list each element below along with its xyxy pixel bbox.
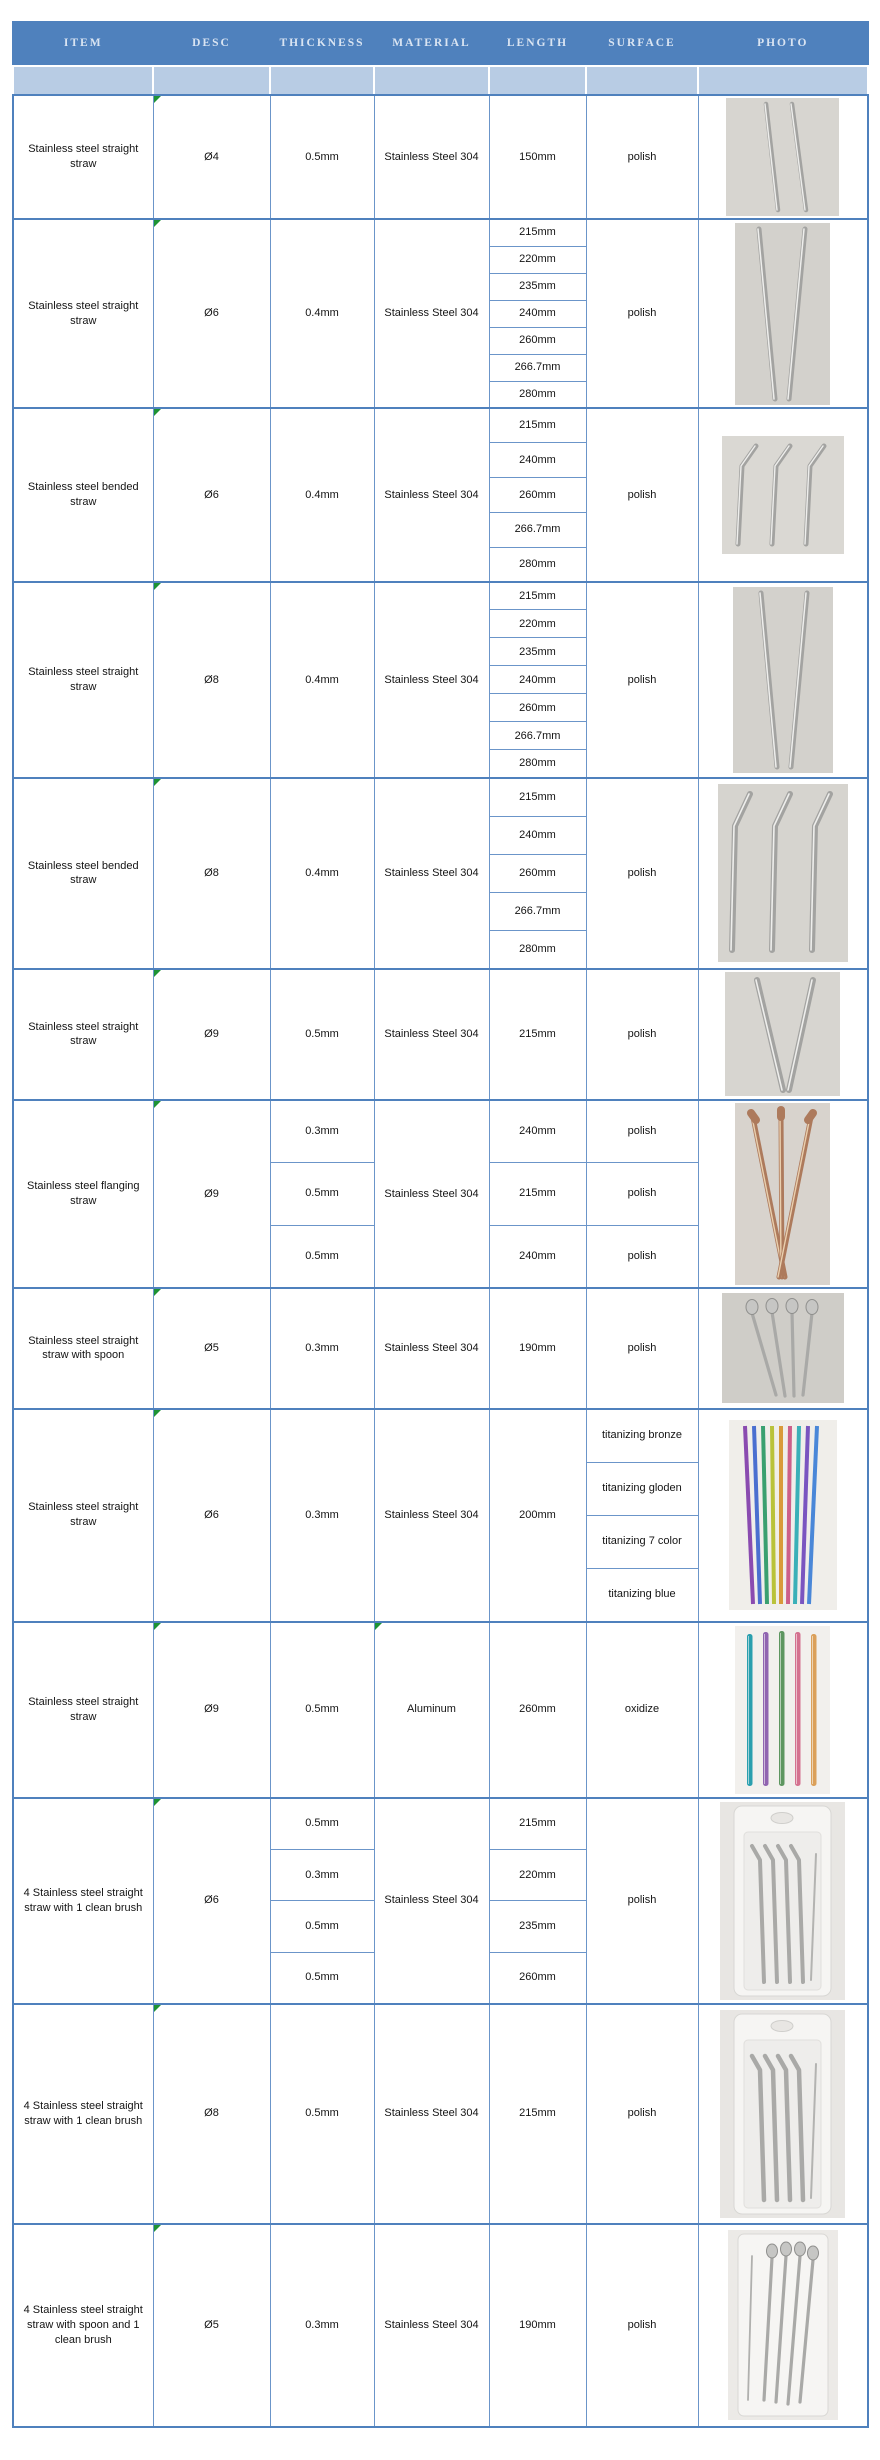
thickness-cell: 0.5mm — [270, 1225, 374, 1288]
table-row — [13, 95, 868, 219]
col-header-item: ITEM — [13, 22, 153, 66]
product-photo — [701, 98, 866, 216]
table-row — [13, 1409, 868, 1462]
photo-cell — [698, 582, 868, 778]
length-cell: 266.7mm — [489, 893, 586, 931]
surface-cell: polish — [586, 1288, 698, 1409]
length-cell: 266.7mm — [489, 512, 586, 547]
product-photo — [701, 436, 866, 554]
green-corner-flag-icon — [154, 96, 161, 103]
desc-cell: Ø9 — [153, 1622, 270, 1798]
green-corner-flag-icon — [154, 583, 161, 590]
spacer-cell — [374, 66, 489, 95]
photo-cell — [698, 969, 868, 1100]
thickness-cell: 0.5mm — [270, 1163, 374, 1226]
green-corner-flag-icon — [154, 1799, 161, 1806]
desc-cell: Ø5 — [153, 2224, 270, 2427]
desc-cell: Ø8 — [153, 778, 270, 969]
photo-cell — [698, 95, 868, 219]
length-cell: 235mm — [489, 638, 586, 666]
surface-cell: titanizing blue — [586, 1568, 698, 1621]
length-cell: 260mm — [489, 694, 586, 722]
surface-cell: polish — [586, 2004, 698, 2224]
material-cell: Stainless Steel 304 — [374, 778, 489, 969]
green-corner-flag-icon — [154, 779, 161, 786]
product-photo — [701, 1420, 866, 1610]
length-cell: 215mm — [489, 219, 586, 246]
blister-pack-photo-icon — [720, 1802, 845, 2000]
material-cell: Stainless Steel 304 — [374, 95, 489, 219]
desc-cell: Ø6 — [153, 408, 270, 582]
length-cell: 190mm — [489, 2224, 586, 2427]
surface-cell: polish — [586, 1225, 698, 1288]
length-cell: 280mm — [489, 547, 586, 582]
length-cell: 220mm — [489, 610, 586, 638]
length-cell: 150mm — [489, 95, 586, 219]
blister-pack-photo-icon — [720, 2010, 845, 2218]
material-cell: Stainless Steel 304 — [374, 1409, 489, 1622]
length-cell: 260mm — [489, 478, 586, 513]
desc-cell: Ø6 — [153, 219, 270, 408]
thickness-cell: 0.5mm — [270, 2004, 374, 2224]
length-cell: 215mm — [489, 408, 586, 443]
photo-cell — [698, 778, 868, 969]
green-corner-flag-icon — [154, 1623, 161, 1630]
product-photo — [701, 1103, 866, 1285]
surface-cell: polish — [586, 408, 698, 582]
surface-cell: polish — [586, 582, 698, 778]
length-cell: 220mm — [489, 1849, 586, 1901]
spoon-straws-photo-icon — [722, 1293, 844, 1403]
table-row — [13, 1100, 868, 1163]
thickness-cell: 0.4mm — [270, 219, 374, 408]
col-header-surface: SURFACE — [586, 22, 698, 66]
material-cell: Stainless Steel 304 — [374, 408, 489, 582]
photo-cell — [698, 219, 868, 408]
length-cell: 190mm — [489, 1288, 586, 1409]
bended-straws-photo-icon — [722, 436, 844, 554]
length-cell: 240mm — [489, 443, 586, 478]
thickness-cell: 0.5mm — [270, 1901, 374, 1953]
length-cell: 215mm — [489, 1163, 586, 1226]
length-cell: 280mm — [489, 931, 586, 969]
length-cell: 240mm — [489, 1225, 586, 1288]
table-row — [13, 1288, 868, 1409]
col-header-photo: PHOTO — [698, 22, 868, 66]
thickness-cell: 0.4mm — [270, 778, 374, 969]
product-photo — [701, 1293, 866, 1403]
spacer-cell — [586, 66, 698, 95]
photo-cell — [698, 1409, 868, 1622]
item-cell: Stainless steel straight straw — [13, 219, 153, 408]
green-corner-flag-icon — [154, 1410, 161, 1417]
item-cell: 4 Stainless steel straight straw with 1 clean brush — [13, 2004, 153, 2224]
product-photo — [701, 1802, 866, 2000]
item-cell: Stainless steel bended straw — [13, 408, 153, 582]
spacer-cell — [270, 66, 374, 95]
length-cell: 215mm — [489, 1798, 586, 1850]
product-photo — [701, 972, 866, 1096]
table-row — [13, 219, 868, 246]
length-cell: 266.7mm — [489, 722, 586, 750]
material-cell: Stainless Steel 304 — [374, 2224, 489, 2427]
rainbow-straws-photo-icon — [729, 1420, 837, 1610]
thickness-cell: 0.3mm — [270, 1100, 374, 1163]
length-cell: 235mm — [489, 1901, 586, 1953]
length-cell: 260mm — [489, 854, 586, 892]
desc-cell: Ø9 — [153, 969, 270, 1100]
photo-cell — [698, 1288, 868, 1409]
desc-cell: Ø5 — [153, 1288, 270, 1409]
product-photo — [701, 2230, 866, 2420]
green-corner-flag-icon — [154, 220, 161, 227]
col-header-desc: DESC — [153, 22, 270, 66]
table-row — [13, 778, 868, 816]
length-cell: 200mm — [489, 1409, 586, 1622]
photo-cell — [698, 1798, 868, 2004]
straight-straws-photo-icon — [735, 223, 830, 405]
thickness-cell: 0.5mm — [270, 1952, 374, 2004]
thickness-cell: 0.3mm — [270, 1288, 374, 1409]
surface-cell: polish — [586, 1798, 698, 2004]
surface-cell: titanizing 7 color — [586, 1515, 698, 1568]
bended-straws-photo-icon — [718, 784, 848, 962]
item-cell: Stainless steel straight straw — [13, 582, 153, 778]
header-row — [13, 22, 868, 66]
spoon-straw-pack-photo-icon — [728, 2230, 838, 2420]
desc-cell: Ø9 — [153, 1100, 270, 1288]
surface-cell: polish — [586, 969, 698, 1100]
product-photo — [701, 587, 866, 773]
desc-cell: Ø8 — [153, 582, 270, 778]
item-cell: Stainless steel flanging straw — [13, 1100, 153, 1288]
length-cell: 280mm — [489, 381, 586, 408]
material-cell: Stainless Steel 304 — [374, 2004, 489, 2224]
photo-cell — [698, 408, 868, 582]
spacer-cell — [698, 66, 868, 95]
length-cell: 260mm — [489, 1952, 586, 2004]
product-spec-sheet — [12, 21, 869, 2428]
material-cell: Stainless Steel 304 — [374, 219, 489, 408]
surface-cell: polish — [586, 1100, 698, 1163]
table-row — [13, 2004, 868, 2224]
product-photo — [701, 784, 866, 962]
thickness-cell: 0.5mm — [270, 1622, 374, 1798]
surface-cell: polish — [586, 1163, 698, 1226]
thickness-cell: 0.3mm — [270, 1409, 374, 1622]
green-corner-flag-icon — [154, 2005, 161, 2012]
material-cell: Stainless Steel 304 — [374, 969, 489, 1100]
length-cell: 215mm — [489, 582, 586, 610]
length-cell: 215mm — [489, 2004, 586, 2224]
length-cell: 215mm — [489, 969, 586, 1100]
thickness-cell: 0.4mm — [270, 408, 374, 582]
spacer-row — [13, 66, 868, 95]
table-row — [13, 582, 868, 610]
length-cell: 260mm — [489, 1622, 586, 1798]
table-row — [13, 969, 868, 1100]
green-corner-flag-icon — [154, 970, 161, 977]
photo-cell — [698, 2004, 868, 2224]
flanging-straws-photo-icon — [735, 1103, 830, 1285]
length-cell: 266.7mm — [489, 354, 586, 381]
photo-cell — [698, 1622, 868, 1798]
length-cell: 260mm — [489, 327, 586, 354]
straight-straws-photo-icon — [726, 98, 839, 216]
length-cell: 240mm — [489, 816, 586, 854]
green-corner-flag-icon — [154, 1101, 161, 1108]
thickness-cell: 0.4mm — [270, 582, 374, 778]
col-header-material: MATERIAL — [374, 22, 489, 66]
spacer-cell — [153, 66, 270, 95]
surface-cell: polish — [586, 2224, 698, 2427]
product-photo — [701, 223, 866, 405]
item-cell: 4 Stainless steel straight straw with 1 clean brush — [13, 1798, 153, 2004]
straight-straws-photo-icon — [733, 587, 833, 773]
col-header-thickness: THICKNESS — [270, 22, 374, 66]
surface-cell: oxidize — [586, 1622, 698, 1798]
item-cell: Stainless steel bended straw — [13, 778, 153, 969]
surface-cell: polish — [586, 219, 698, 408]
material-cell: Aluminum — [374, 1622, 489, 1798]
spacer-cell — [13, 66, 153, 95]
surface-cell: polish — [586, 95, 698, 219]
desc-cell: Ø6 — [153, 1409, 270, 1622]
desc-cell: Ø6 — [153, 1798, 270, 2004]
length-cell: 240mm — [489, 1100, 586, 1163]
straw-spec-table — [12, 21, 869, 2428]
aluminum-straws-photo-icon — [735, 1626, 830, 1794]
material-cell: Stainless Steel 304 — [374, 1798, 489, 2004]
straight-straws-photo-icon — [725, 972, 840, 1096]
desc-cell: Ø4 — [153, 95, 270, 219]
thickness-cell: 0.5mm — [270, 969, 374, 1100]
length-cell: 280mm — [489, 750, 586, 778]
length-cell: 215mm — [489, 778, 586, 816]
material-cell: Stainless Steel 304 — [374, 582, 489, 778]
item-cell: Stainless steel straight straw with spoon — [13, 1288, 153, 1409]
length-cell: 240mm — [489, 666, 586, 694]
spacer-cell — [489, 66, 586, 95]
item-cell: Stainless steel straight straw — [13, 1622, 153, 1798]
material-cell: Stainless Steel 304 — [374, 1100, 489, 1288]
item-cell: Stainless steel straight straw — [13, 969, 153, 1100]
col-header-length: LENGTH — [489, 22, 586, 66]
thickness-cell: 0.3mm — [270, 1849, 374, 1901]
thickness-cell: 0.5mm — [270, 1798, 374, 1850]
material-cell: Stainless Steel 304 — [374, 1288, 489, 1409]
green-corner-flag-icon — [154, 409, 161, 416]
table-row — [13, 1798, 868, 1850]
item-cell: Stainless steel straight straw — [13, 1409, 153, 1622]
surface-cell: polish — [586, 778, 698, 969]
length-cell: 240mm — [489, 300, 586, 327]
surface-cell: titanizing gloden — [586, 1462, 698, 1515]
surface-cell: titanizing bronze — [586, 1409, 698, 1462]
green-corner-flag-icon — [154, 2225, 161, 2232]
table-row — [13, 1622, 868, 1798]
item-cell: 4 Stainless steel straight straw with spoon and 1 clean brush — [13, 2224, 153, 2427]
item-cell: Stainless steel straight straw — [13, 95, 153, 219]
product-photo — [701, 2010, 866, 2218]
thickness-cell: 0.5mm — [270, 95, 374, 219]
photo-cell — [698, 2224, 868, 2427]
product-photo — [701, 1626, 866, 1794]
photo-cell — [698, 1100, 868, 1288]
length-cell: 235mm — [489, 273, 586, 300]
green-corner-flag-icon — [375, 1623, 382, 1630]
table-row — [13, 2224, 868, 2427]
green-corner-flag-icon — [154, 1289, 161, 1296]
thickness-cell: 0.3mm — [270, 2224, 374, 2427]
desc-cell: Ø8 — [153, 2004, 270, 2224]
length-cell: 220mm — [489, 246, 586, 273]
table-row — [13, 408, 868, 443]
